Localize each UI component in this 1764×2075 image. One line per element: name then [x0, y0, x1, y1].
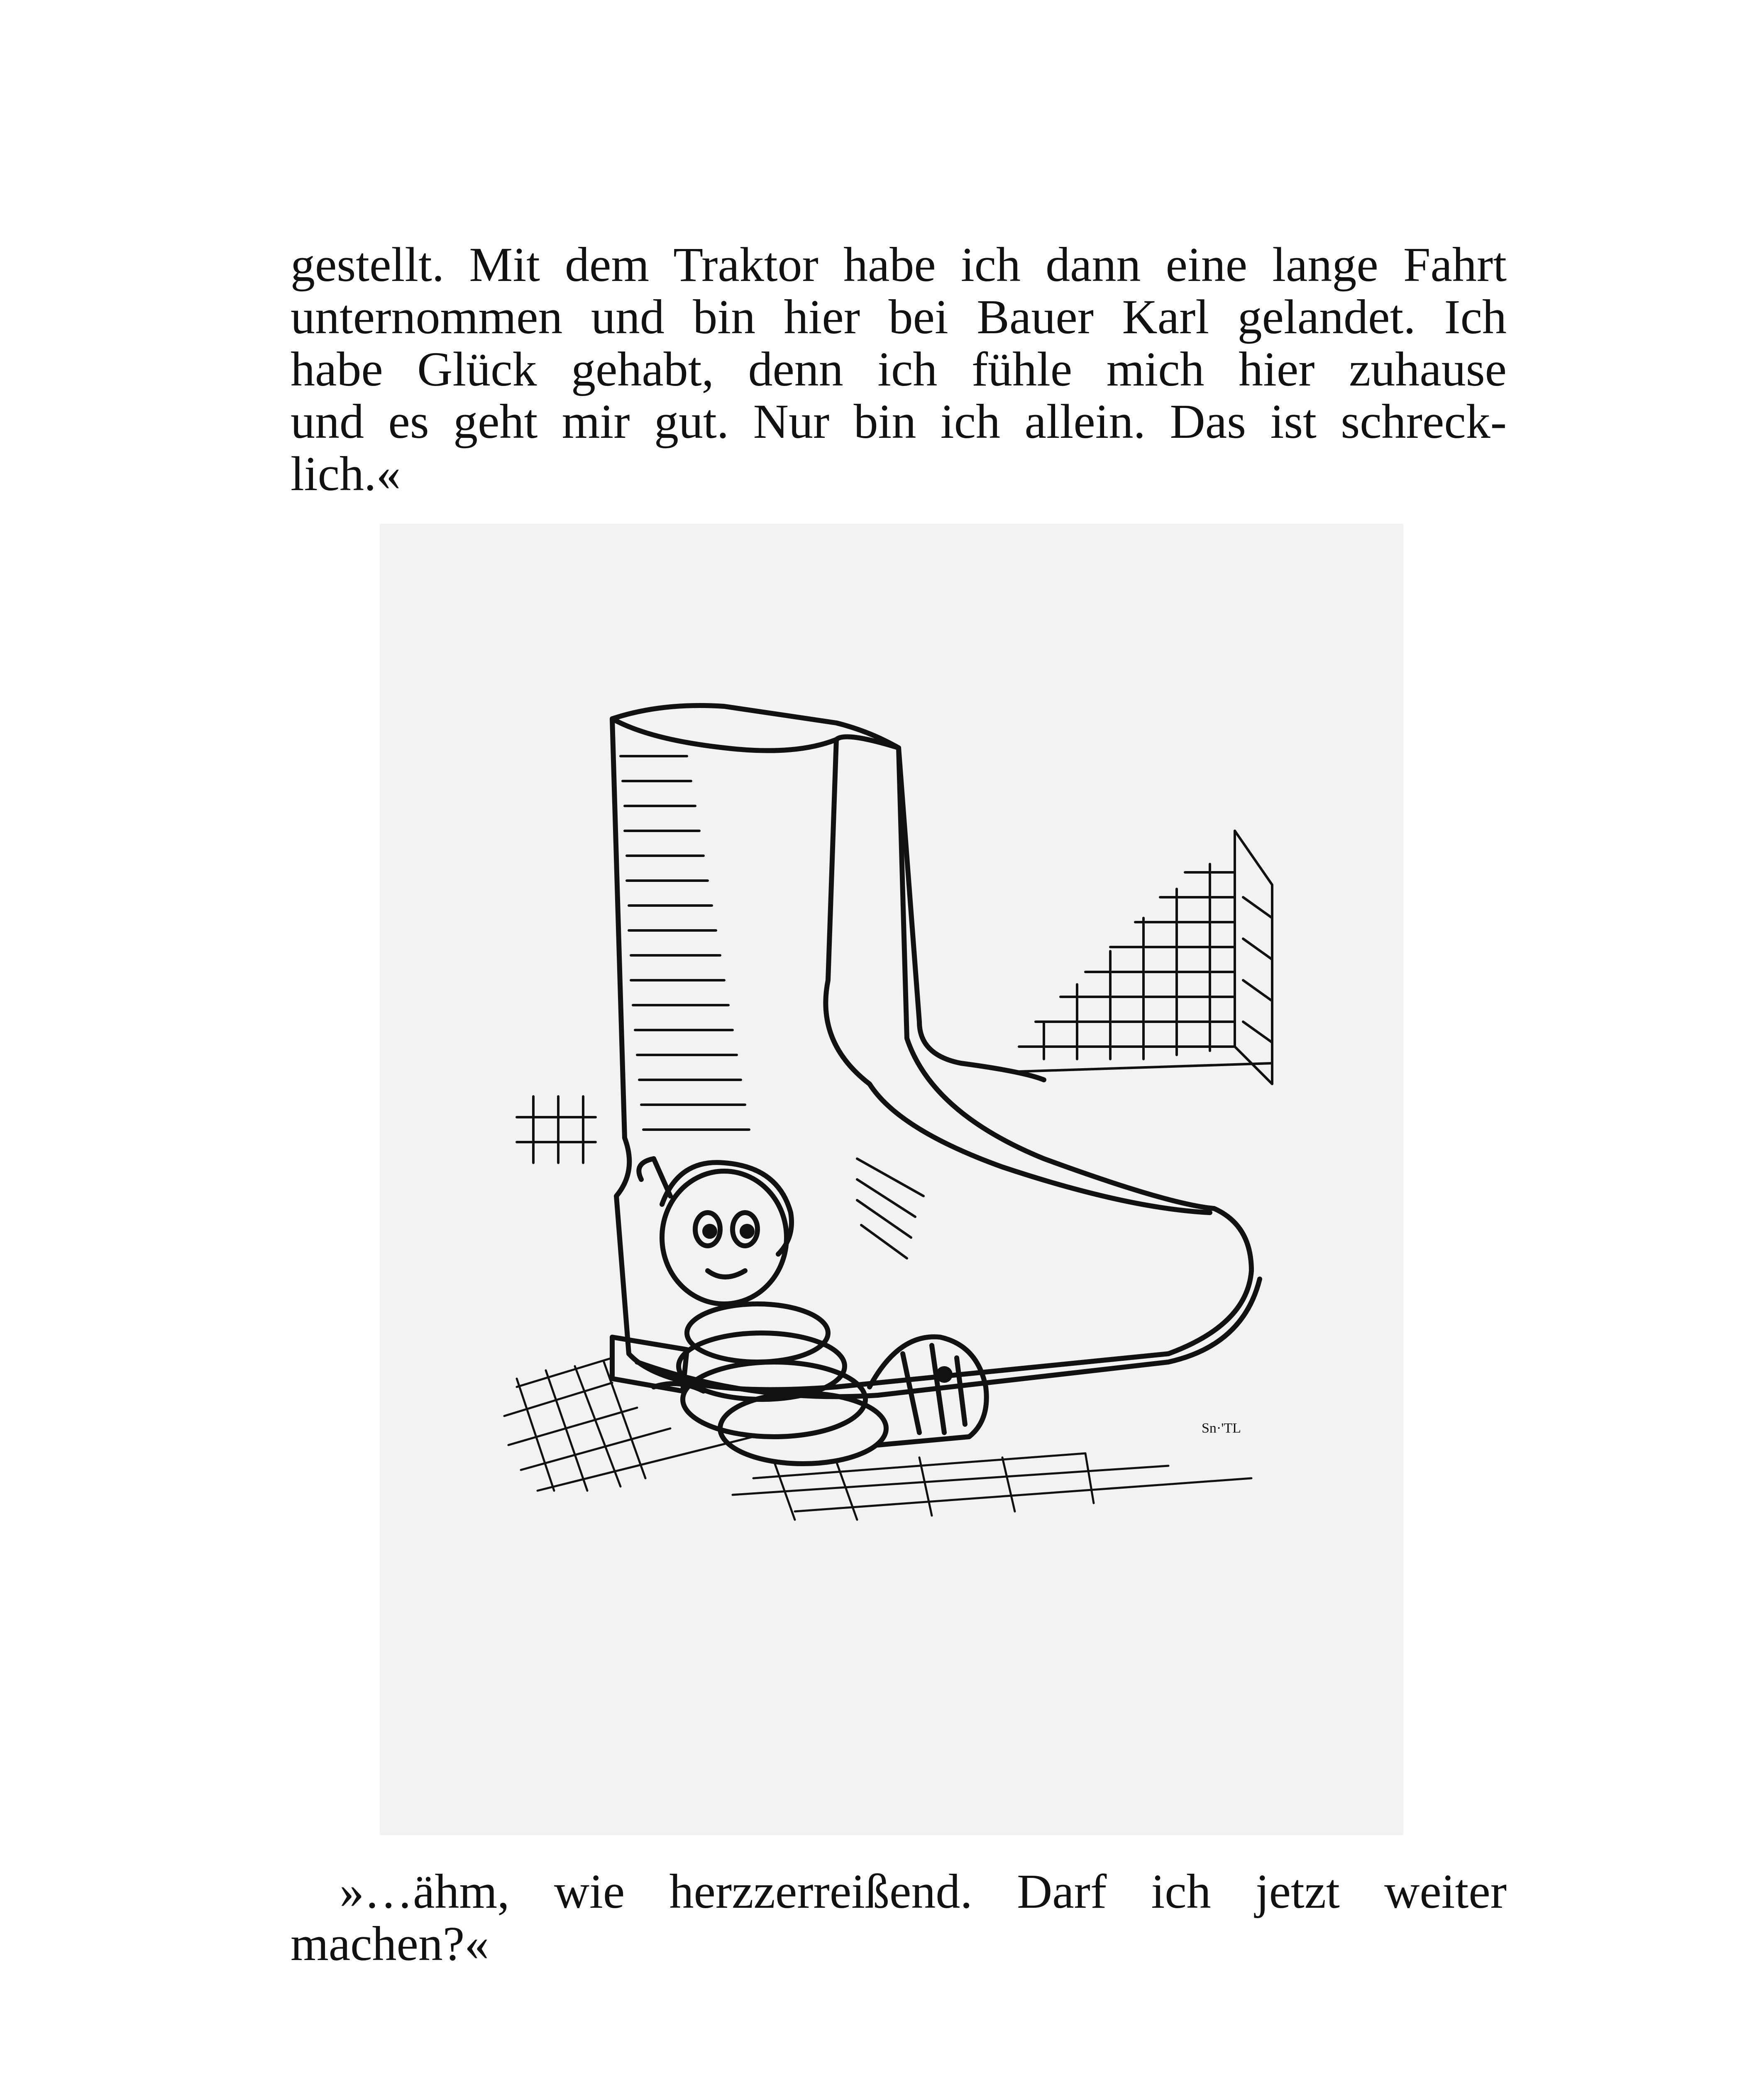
boot-and-worm-illustration	[380, 524, 1403, 1835]
grid-right	[1019, 831, 1272, 1084]
worm-hair	[662, 1162, 792, 1254]
worm-character	[612, 1159, 987, 1464]
text-line: lich.«	[291, 447, 401, 501]
worm-smile	[708, 1271, 745, 1277]
text-line: »…ähm, wie herzzerreißend. Darf ich jetzt weiter	[340, 1864, 1507, 1919]
closing-paragraph	[291, 1865, 1507, 1970]
text-line: und es geht mir gut. Nur bin ich allein. Das ist schreck-	[291, 394, 1507, 449]
text-line: unternommen und bin hier bei Bauer Karl gelandet. Ich	[291, 290, 1507, 344]
text-line: gestellt. Mit dem Traktor habe ich dann eine lange Fahrt	[291, 237, 1507, 292]
text-line: machen?«	[291, 1916, 489, 1971]
boot-rim	[612, 719, 899, 751]
worm-hand	[639, 1159, 670, 1196]
ink-drawing	[380, 524, 1403, 1835]
illustration-signature: Sn·'TL	[1202, 1421, 1241, 1436]
grid-left	[517, 1096, 596, 1163]
boot-back-line	[826, 740, 1210, 1213]
intro-paragraph	[291, 239, 1507, 500]
text-line: habe Glück gehabt, denn ich fühle mich hier zuhause	[291, 342, 1507, 396]
